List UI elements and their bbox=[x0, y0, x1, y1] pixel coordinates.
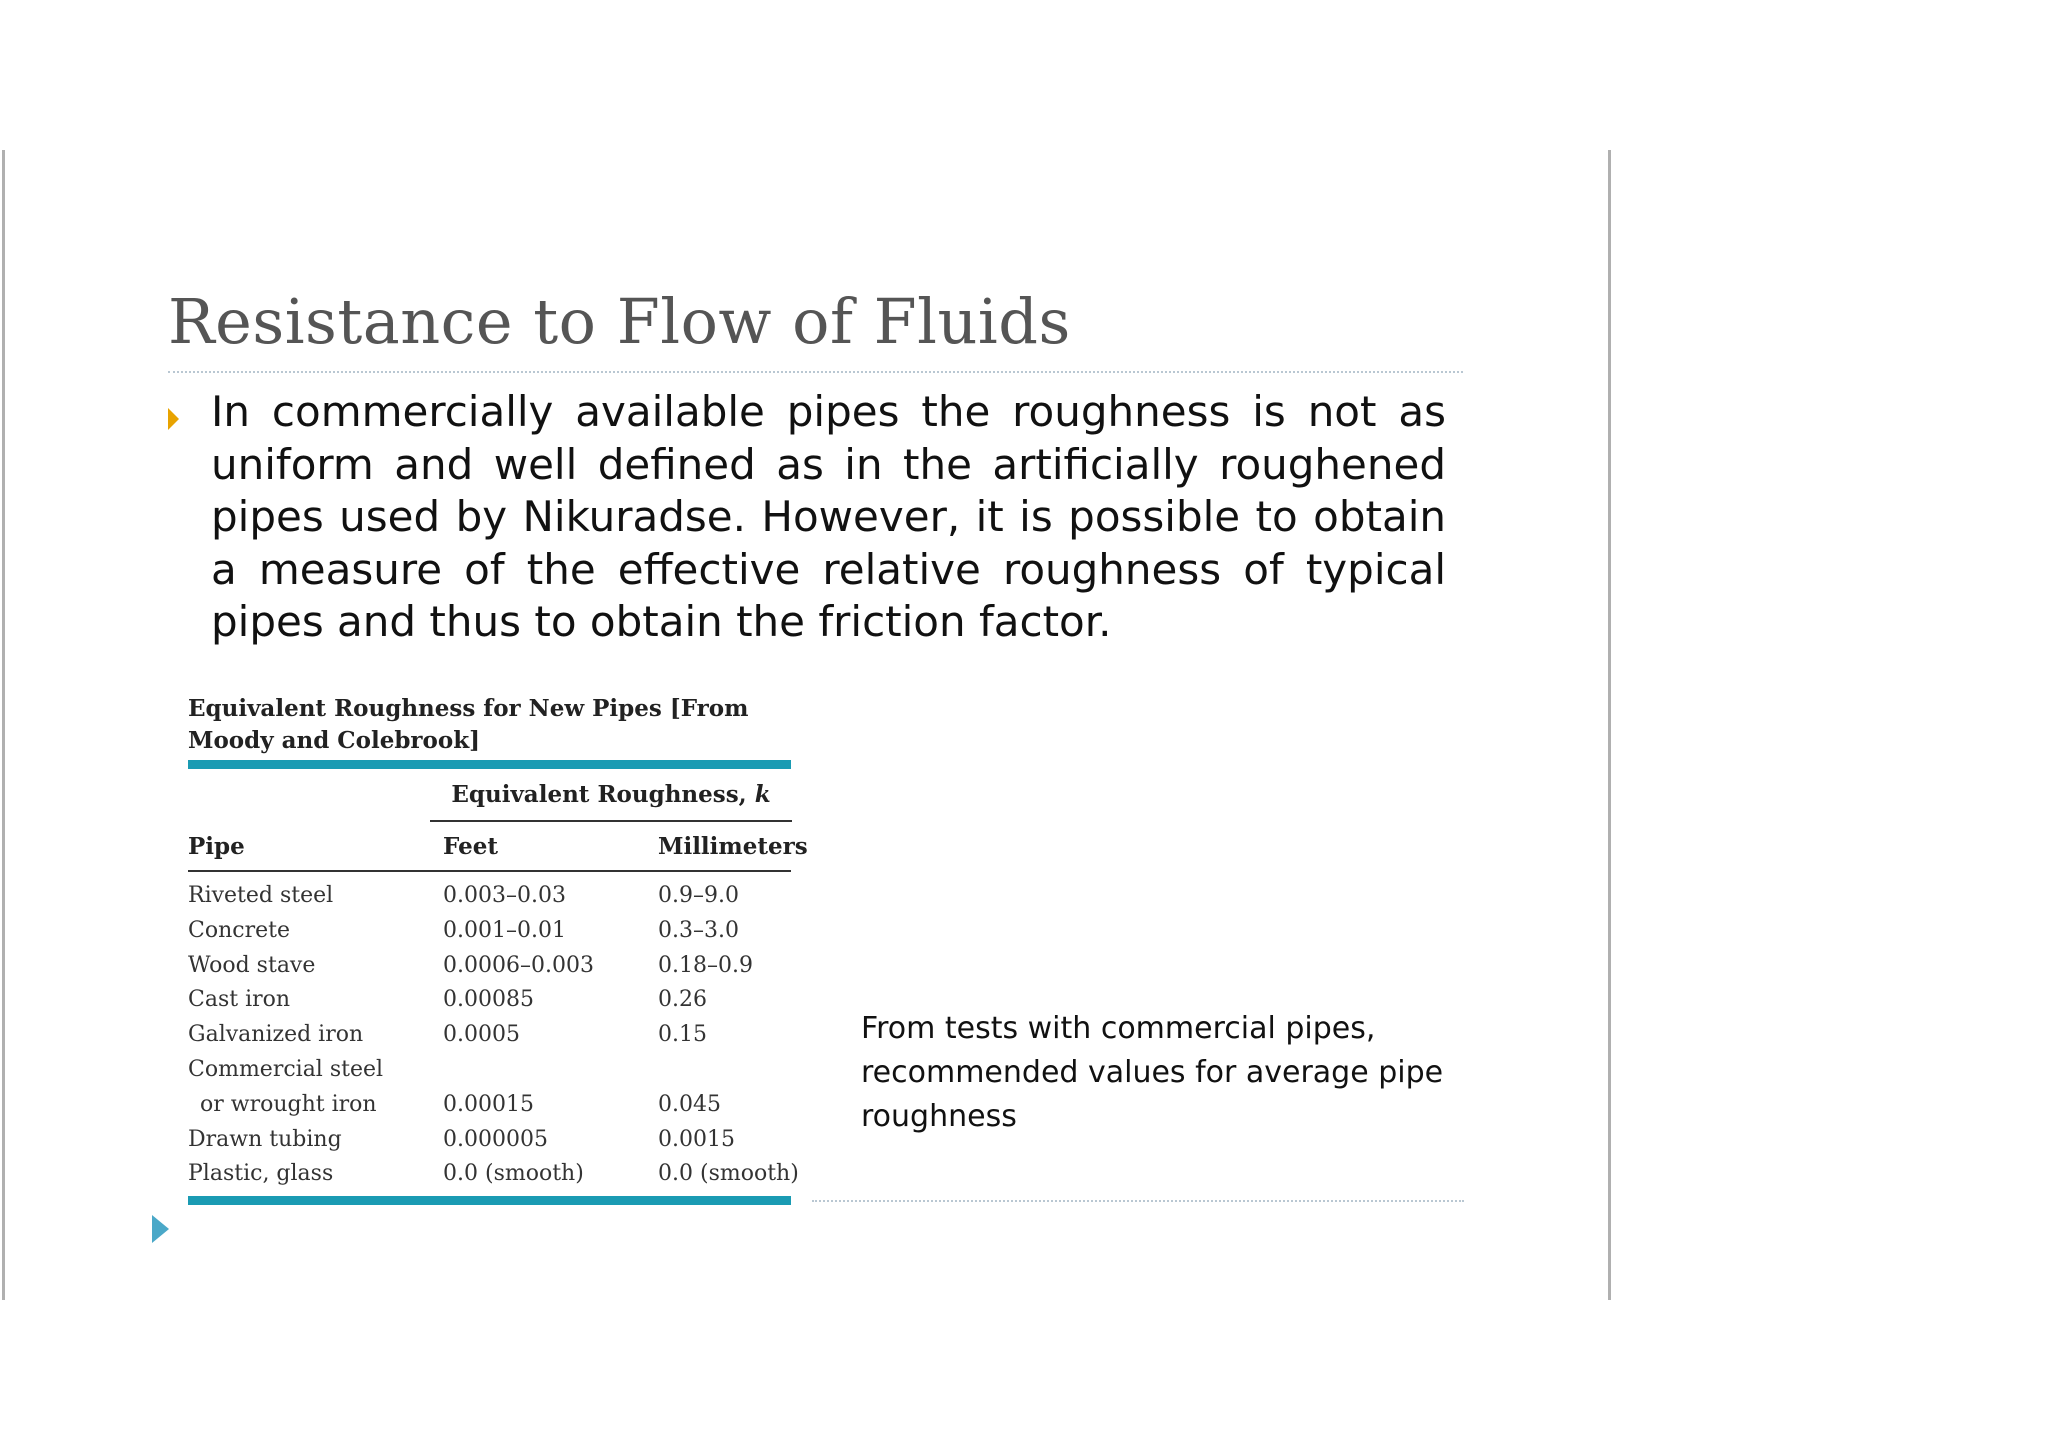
table-cell-millimeters: 0.045 bbox=[658, 1092, 721, 1117]
table-cell-millimeters: 0.0015 bbox=[658, 1127, 735, 1152]
table-cell-millimeters: 0.9–9.0 bbox=[658, 883, 739, 908]
column-header-millimeters: Millimeters bbox=[658, 833, 808, 860]
table-caption: Equivalent Roughness for New Pipes [From Moody and Colebrook] bbox=[188, 695, 749, 754]
table-cell-feet: 0.00085 bbox=[443, 987, 534, 1012]
table-cell-pipe: or wrought iron bbox=[200, 1092, 377, 1117]
table-cell-feet: 0.003–0.03 bbox=[443, 883, 566, 908]
group-header-rule bbox=[430, 820, 792, 822]
table-cell-pipe: Wood stave bbox=[188, 953, 316, 978]
table-cell-millimeters: 0.26 bbox=[658, 987, 707, 1012]
side-note: From tests with commercial pipes, recommended values for average pipe roughness bbox=[861, 1011, 1444, 1134]
table-cell-millimeters: 0.15 bbox=[658, 1022, 707, 1047]
slide-right-border bbox=[1608, 150, 1611, 1300]
column-header-pipe: Pipe bbox=[188, 833, 245, 860]
column-header-feet: Feet bbox=[443, 833, 498, 860]
group-header-text: Equivalent Roughness, bbox=[451, 781, 755, 808]
table-cell-millimeters: 0.3–3.0 bbox=[658, 918, 739, 943]
table-cell-pipe: Commercial steel bbox=[188, 1057, 384, 1082]
title-divider bbox=[168, 371, 1463, 373]
table-cell-feet: 0.0 (smooth) bbox=[443, 1161, 584, 1186]
table-cell-feet: 0.00015 bbox=[443, 1092, 534, 1117]
slide-title: Resistance to Flow of Fluids bbox=[168, 285, 1071, 358]
triangle-bullet-icon bbox=[168, 408, 179, 430]
table-cell-feet: 0.000005 bbox=[443, 1127, 548, 1152]
table-cell-pipe: Riveted steel bbox=[188, 883, 334, 908]
table-cell-millimeters: 0.0 (smooth) bbox=[658, 1161, 799, 1186]
group-header-symbol: k bbox=[754, 781, 771, 808]
table-cell-feet: 0.0005 bbox=[443, 1022, 520, 1047]
footer-divider bbox=[812, 1200, 1464, 1202]
table-cell-feet: 0.001–0.01 bbox=[443, 918, 566, 943]
table-cell-pipe: Concrete bbox=[188, 918, 290, 943]
table-cell-pipe: Cast iron bbox=[188, 987, 291, 1012]
table-cell-millimeters: 0.18–0.9 bbox=[658, 953, 753, 978]
next-slide-arrow-icon[interactable] bbox=[152, 1215, 169, 1243]
table-cell-feet: 0.0006–0.003 bbox=[443, 953, 594, 978]
table-cell-pipe: Galvanized iron bbox=[188, 1022, 364, 1047]
slide-left-border bbox=[2, 150, 5, 1300]
table-cell-pipe: Plastic, glass bbox=[188, 1161, 334, 1186]
body-paragraph: In commercially available pipes the roughness is not as uniform and well defined as in the artificially roughened pipes used by Nikuradse. However, it is possible to obtain a measure of the effective relative roughness of typical pipes and thus to obtain the friction factor. bbox=[211, 387, 1446, 646]
table-cell-pipe: Drawn tubing bbox=[188, 1127, 342, 1152]
header-rule bbox=[188, 870, 791, 872]
table-bottom-bar bbox=[188, 1196, 791, 1205]
table-group-header bbox=[430, 781, 792, 808]
table-top-bar bbox=[188, 760, 791, 769]
